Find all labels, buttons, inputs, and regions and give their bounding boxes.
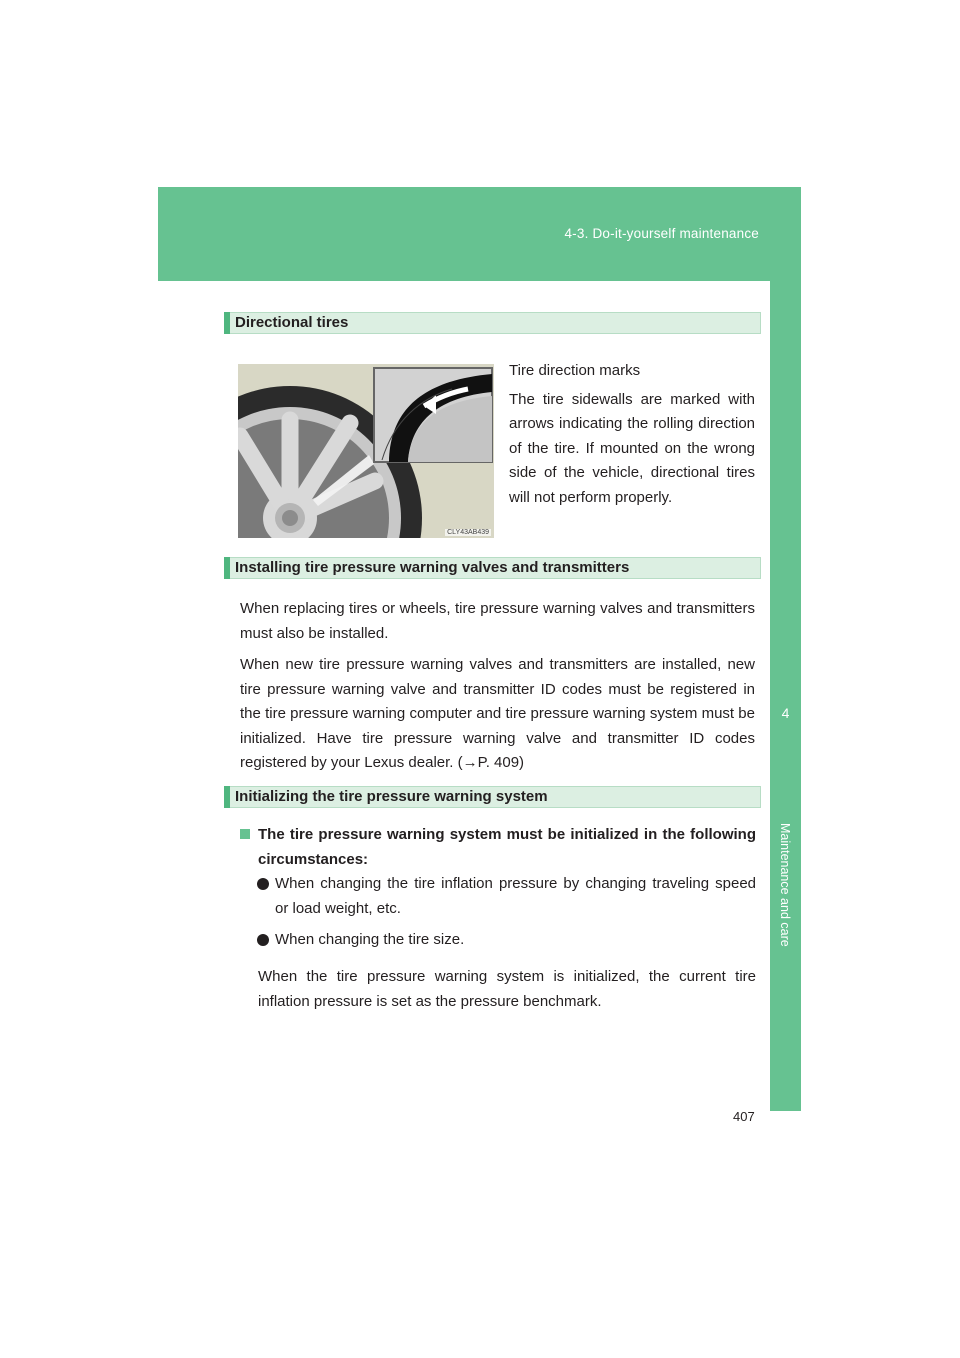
initialization-condition-2: When changing the tire size.: [275, 931, 465, 948]
heading-directional-tires: [224, 312, 761, 334]
round-bullet-icon: [257, 878, 269, 890]
heading-text: Initializing the tire pressure warning system: [235, 788, 548, 805]
heading-text: Installing tire pressure warning valves and transmitters: [235, 559, 630, 576]
chapter-tab: [770, 281, 801, 1111]
pressure-benchmark-note: When the tire pressure warning system is initialized, the current tire inflation pressure is set as the pressure benchmark.: [258, 968, 756, 1010]
square-bullet-icon: [240, 829, 250, 839]
initialization-condition-1: When changing the tire inflation pressure by changing traveling speed or load weight, etc.: [275, 875, 756, 917]
caption-body: The tire sidewalls are marked with arrows indicating the rolling direction of the tire. If mounted on the wrong side of the vehicle, directional tires will not perform properly.: [509, 390, 755, 506]
heading-text: Directional tires: [235, 314, 349, 331]
round-bullet-icon: [257, 934, 269, 946]
figure-code: CLY43AB439: [447, 529, 489, 536]
header-band: [158, 187, 801, 281]
heading-installing-valves: [224, 557, 761, 579]
heading-initializing-system: [224, 786, 761, 808]
initialization-circumstances-heading: The tire pressure warning system must be initialized in the following circumstances:: [258, 826, 756, 868]
page-number: 407: [733, 1109, 755, 1124]
installing-paragraph-1: When replacing tires or wheels, tire pressure warning valves and transmitters must also be installed.: [240, 600, 755, 642]
installing-paragraph-2: When new tire pressure warning valves and transmitters are installed, new tire pressure warning valve and transmitter ID codes must be registered in the tire pressure warning computer and tire pressure warning system must be initialized. Have tire pressure warning valve and transmitter ID codes registered by your Lexus dealer. (→P. 409): [240, 656, 755, 771]
caption-title: Tire direction marks: [509, 362, 641, 379]
chapter-number: 4: [781, 705, 790, 721]
chapter-label: Maintenance and care: [778, 823, 792, 947]
directional-tires-text: [509, 359, 755, 510]
tire-svg: [238, 364, 494, 538]
tire-direction-illustration: [238, 364, 494, 538]
section-title: 4-3. Do-it-yourself maintenance: [564, 226, 759, 241]
